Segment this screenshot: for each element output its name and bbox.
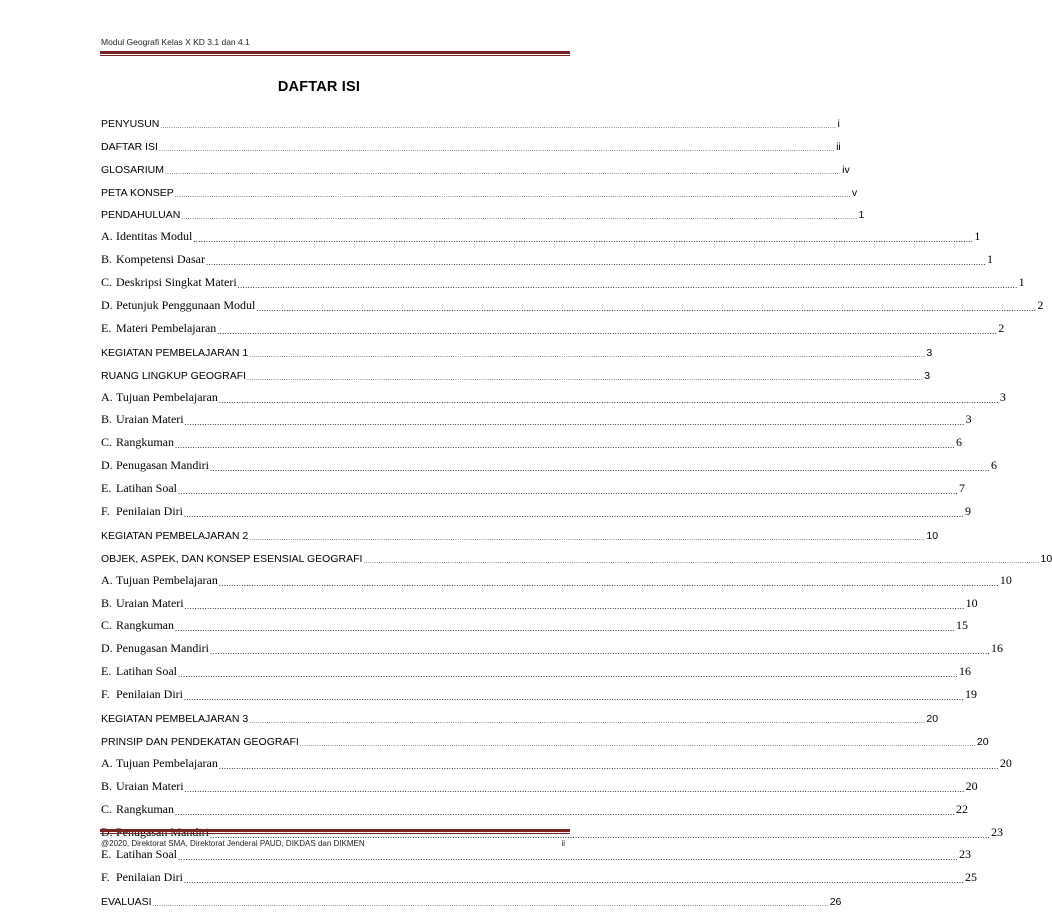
toc-entry[interactable] (101, 478, 965, 501)
toc-entry[interactable] (101, 204, 865, 227)
toc-leader-dots (217, 327, 997, 336)
toc-entry-label: Penugasan Mandiri (116, 458, 209, 473)
toc-entry-label: PENDAHULUAN (101, 209, 181, 222)
toc-entry-label: Deskripsi Singkat Materi (116, 275, 237, 290)
toc-entry-page: 10 (1040, 552, 1052, 565)
header-rule (100, 51, 570, 54)
toc-entry-label-group (101, 896, 152, 908)
toc-entry-label-group (101, 252, 205, 267)
toc-leader-dots (238, 281, 1018, 290)
toc-entry-label-group (101, 209, 180, 221)
toc-entry-label-group (101, 618, 174, 633)
toc-entry-label-group (101, 596, 184, 611)
toc-entry[interactable] (101, 776, 978, 799)
toc-leader-dots (219, 396, 999, 405)
toc-entry-letter: D. (101, 298, 113, 313)
toc-leader-dots (178, 670, 958, 679)
toc-entry-page: 3 (999, 389, 1006, 404)
toc-entry-label-group (101, 756, 218, 771)
toc-entry[interactable] (101, 661, 971, 684)
toc-entry[interactable] (101, 318, 1005, 341)
table-of-contents (101, 112, 1052, 913)
toc-entry-label-group (101, 641, 209, 656)
toc-entry-letter: D. (101, 641, 113, 656)
toc-entry[interactable] (101, 524, 939, 547)
toc-entry-letter: F. (101, 504, 110, 519)
toc-entry-label-group (101, 504, 183, 519)
toc-leader-dots (247, 376, 923, 382)
toc-entry-label: Penugasan Mandiri (116, 641, 209, 656)
toc-entry-page: 16 (990, 641, 1003, 656)
toc-entry-letter: C. (101, 618, 113, 633)
toc-entry-letter: E. (101, 320, 112, 335)
toc-leader-dots (193, 235, 973, 244)
toc-entry[interactable] (101, 799, 968, 822)
toc-entry[interactable] (101, 593, 978, 616)
toc-entry-label-group (101, 713, 248, 725)
toc-entry-label-group (101, 825, 209, 840)
toc-leader-dots (165, 170, 841, 176)
toc-entry-letter: D. (101, 458, 113, 473)
toc-leader-dots (153, 902, 829, 908)
toc-entry-label: Uraian Materi (116, 778, 184, 793)
toc-leader-dots (256, 304, 1036, 313)
toc-entry-letter: B. (101, 595, 113, 610)
toc-entry-label: Penilaian Diri (116, 504, 183, 519)
toc-entry-letter: C. (101, 801, 113, 816)
toc-entry-label-group (101, 736, 299, 748)
toc-entry-label: EVALUASI (101, 896, 152, 909)
toc-entry[interactable] (101, 455, 997, 478)
toc-entry-page: 10 (926, 529, 939, 542)
toc-entry-letter: B. (101, 412, 113, 427)
toc-entry[interactable] (101, 135, 841, 158)
toc-entry-label: OBJEK, ASPEK, DAN KONSEP ESENSIAL GEOGRAFI (101, 552, 363, 565)
toc-leader-dots (210, 647, 990, 656)
toc-entry-label-group (101, 553, 362, 565)
toc-entry-letter: C. (101, 435, 113, 450)
toc-entry-page: 1 (986, 252, 993, 267)
toc-entry-page: ii (836, 140, 841, 153)
toc-entry-page: 22 (956, 801, 968, 816)
toc-entry[interactable] (101, 112, 840, 135)
toc-entry-page: 3 (926, 346, 933, 359)
toc-entry[interactable] (101, 570, 1012, 593)
toc-entry[interactable] (101, 707, 939, 730)
toc-entry-label: Tujuan Pembelajaran (116, 572, 218, 587)
toc-entry-label-group (101, 530, 248, 542)
toc-leader-dots (206, 258, 986, 267)
toc-entry-letter: E. (101, 481, 112, 496)
toc-entry-letter (101, 825, 116, 840)
toc-entry-label-group (101, 229, 192, 244)
toc-entry-label: Rangkuman (116, 618, 174, 633)
toc-entry-label: Petunjuk Penggunaan Modul (116, 298, 256, 313)
toc-entry[interactable] (101, 295, 1044, 318)
header-rule-thin (100, 55, 570, 56)
toc-entry-label: Rangkuman (116, 801, 174, 816)
toc-entry-page: 1 (858, 209, 865, 222)
toc-entry-page: 7 (958, 481, 965, 496)
toc-entry-label: Latihan Soal (116, 847, 177, 862)
footer-page-number: ii (561, 839, 565, 848)
toc-entry-label: Kompetensi Dasar (116, 252, 205, 267)
toc-entry-page: 23 (990, 824, 1003, 839)
toc-entry-page: 20 (976, 735, 989, 748)
toc-entry-page: 2 (1037, 298, 1044, 313)
toc-entry-label-group (101, 664, 177, 679)
toc-leader-dots (185, 785, 965, 794)
toc-entry[interactable] (101, 753, 1012, 776)
toc-leader-dots (300, 742, 976, 748)
toc-leader-dots (178, 853, 958, 862)
toc-entry-letter: E. (101, 664, 112, 679)
toc-entry-label-group (101, 118, 159, 130)
toc-leader-dots (175, 624, 955, 633)
toc-entry[interactable] (101, 501, 971, 524)
toc-entry[interactable] (101, 890, 842, 913)
toc-entry[interactable] (101, 432, 962, 455)
toc-entry-label-group (101, 412, 184, 427)
toc-entry-page: 26 (829, 896, 842, 909)
toc-entry-page: 3 (924, 369, 931, 382)
toc-entry-page: 6 (956, 435, 962, 450)
toc-entry-label-group (101, 687, 183, 702)
toc-leader-dots (184, 693, 964, 702)
toc-entry-letter: F. (101, 870, 110, 885)
toc-entry[interactable] (101, 181, 858, 204)
toc-entry[interactable] (101, 341, 933, 364)
toc-entry-label-group (101, 298, 255, 313)
toc-entry-label: KEGIATAN PEMBELAJARAN 2 (101, 529, 249, 542)
toc-entry-letter: F. (101, 687, 110, 702)
toc-entry-label: KEGIATAN PEMBELAJARAN 1 (101, 346, 249, 359)
toc-entry[interactable] (101, 249, 993, 272)
toc-entry-label: Uraian Materi (116, 595, 184, 610)
toc-entry-label-group (101, 847, 177, 862)
toc-leader-dots (181, 215, 857, 221)
footer-rule-thin (100, 833, 570, 834)
toc-leader-dots (249, 536, 925, 542)
toc-leader-dots (210, 464, 990, 473)
toc-leader-dots (160, 124, 836, 130)
toc-entry-label: Penilaian Diri (116, 870, 183, 885)
toc-entry-letter: B. (101, 252, 113, 267)
running-footer: @2020, Direktorat SMA, Direktorat Jenderal PAUD, DIKDAS dan DIKMEN (101, 839, 365, 848)
toc-entry-page: 2 (998, 320, 1005, 335)
toc-entry-letter: A. (101, 572, 113, 587)
toc-entry[interactable] (101, 684, 977, 707)
toc-entry-page: 1 (1018, 275, 1025, 290)
toc-entry[interactable] (101, 638, 1003, 661)
toc-leader-dots (178, 487, 958, 496)
toc-entry-label-group (101, 435, 174, 450)
toc-entry[interactable] (101, 387, 1006, 410)
toc-entry-page: 20 (965, 778, 978, 793)
toc-entry-letter: E. (101, 847, 112, 862)
toc-leader-dots (185, 418, 965, 427)
toc-entry-page: 10 (965, 595, 978, 610)
toc-entry-label: RUANG LINGKUP GEOGRAFI (101, 369, 247, 382)
toc-entry[interactable] (101, 730, 989, 753)
toc-entry-label-group (101, 164, 164, 176)
toc-entry-label-group (101, 321, 216, 336)
toc-entry-letter: A. (101, 389, 113, 404)
toc-entry-label-group (101, 779, 184, 794)
toc-entry-label-group (101, 141, 158, 153)
toc-entry[interactable] (101, 226, 981, 249)
toc-leader-dots (219, 762, 999, 771)
toc-entry-label: PENYUSUN (101, 117, 160, 130)
toc-entry-label: Uraian Materi (116, 412, 184, 427)
toc-entry-label: PRINSIP DAN PENDEKATAN GEOGRAFI (101, 735, 299, 748)
toc-entry-label-group (101, 187, 174, 199)
toc-entry-page: 20 (926, 713, 939, 726)
toc-entry-label-group (101, 802, 174, 817)
toc-entry-label: KEGIATAN PEMBELAJARAN 3 (101, 713, 249, 726)
toc-entry[interactable] (101, 547, 1052, 570)
toc-leader-dots (175, 808, 955, 817)
toc-entry-page: 1 (974, 229, 981, 244)
toc-entry-label-group (101, 275, 237, 290)
toc-entry-page: 3 (965, 412, 972, 427)
toc-entry-label: Tujuan Pembelajaran (116, 755, 218, 770)
toc-leader-dots (184, 876, 964, 885)
toc-entry-letter: C. (101, 275, 113, 290)
toc-entry-page: 23 (958, 847, 971, 862)
toc-leader-dots (363, 559, 1039, 565)
toc-entry-label: Latihan Soal (116, 481, 177, 496)
toc-leader-dots (159, 147, 835, 153)
toc-entry-page: 20 (999, 755, 1012, 770)
running-header: Modul Geografi Kelas X KD 3.1 dan 4.1 (101, 37, 250, 47)
toc-leader-dots (185, 602, 965, 611)
toc-entry-page: 19 (964, 687, 977, 702)
toc-entry-page: 15 (956, 618, 968, 633)
toc-entry[interactable] (101, 272, 1025, 295)
toc-entry-label-group (101, 370, 246, 382)
toc-entry-letter: A. (101, 755, 113, 770)
toc-entry[interactable] (101, 364, 931, 387)
toc-entry-label-group (101, 390, 218, 405)
toc-entry-page: 16 (958, 664, 971, 679)
toc-entry-label: Penilaian Diri (116, 687, 183, 702)
toc-leader-dots (175, 441, 955, 450)
toc-entry-label: Tujuan Pembelajaran (116, 389, 218, 404)
toc-entry-page: 6 (990, 458, 997, 473)
toc-entry-label: PETA KONSEP (101, 186, 174, 199)
toc-entry-label-group (101, 347, 248, 359)
toc-leader-dots (184, 510, 964, 519)
toc-entry-label-group (101, 481, 177, 496)
toc-entry[interactable] (101, 158, 850, 181)
toc-entry-page: 9 (964, 504, 971, 519)
toc-entry-label-group (101, 458, 209, 473)
toc-entry-page: v (851, 186, 858, 199)
toc-entry-label-group (101, 870, 183, 885)
toc-leader-dots (249, 719, 925, 725)
toc-entry[interactable] (101, 616, 968, 639)
toc-entry-label: GLOSARIUM (101, 163, 165, 176)
toc-entry-letter: A. (101, 229, 113, 244)
toc-entry-label: Rangkuman (116, 435, 174, 450)
footer-rule (100, 829, 570, 832)
toc-entry-page: iv (842, 163, 850, 176)
toc-entry-label: Identitas Modul (116, 229, 193, 244)
toc-entry-page: i (837, 117, 840, 130)
toc-entry[interactable] (101, 867, 977, 890)
page-title: DAFTAR ISI (277, 79, 361, 95)
toc-entry-page: 10 (999, 572, 1012, 587)
toc-entry[interactable] (101, 410, 972, 433)
toc-entry-label: Materi Pembelajaran (116, 320, 217, 335)
toc-leader-dots (249, 353, 925, 359)
toc-entry-letter: B. (101, 778, 113, 793)
toc-entry-label: Latihan Soal (116, 664, 177, 679)
toc-entry-label-group (101, 573, 218, 588)
toc-leader-dots (219, 579, 999, 588)
toc-entry-page: 25 (964, 870, 977, 885)
toc-entry-label: DAFTAR ISI (101, 140, 158, 153)
toc-leader-dots (175, 193, 851, 199)
